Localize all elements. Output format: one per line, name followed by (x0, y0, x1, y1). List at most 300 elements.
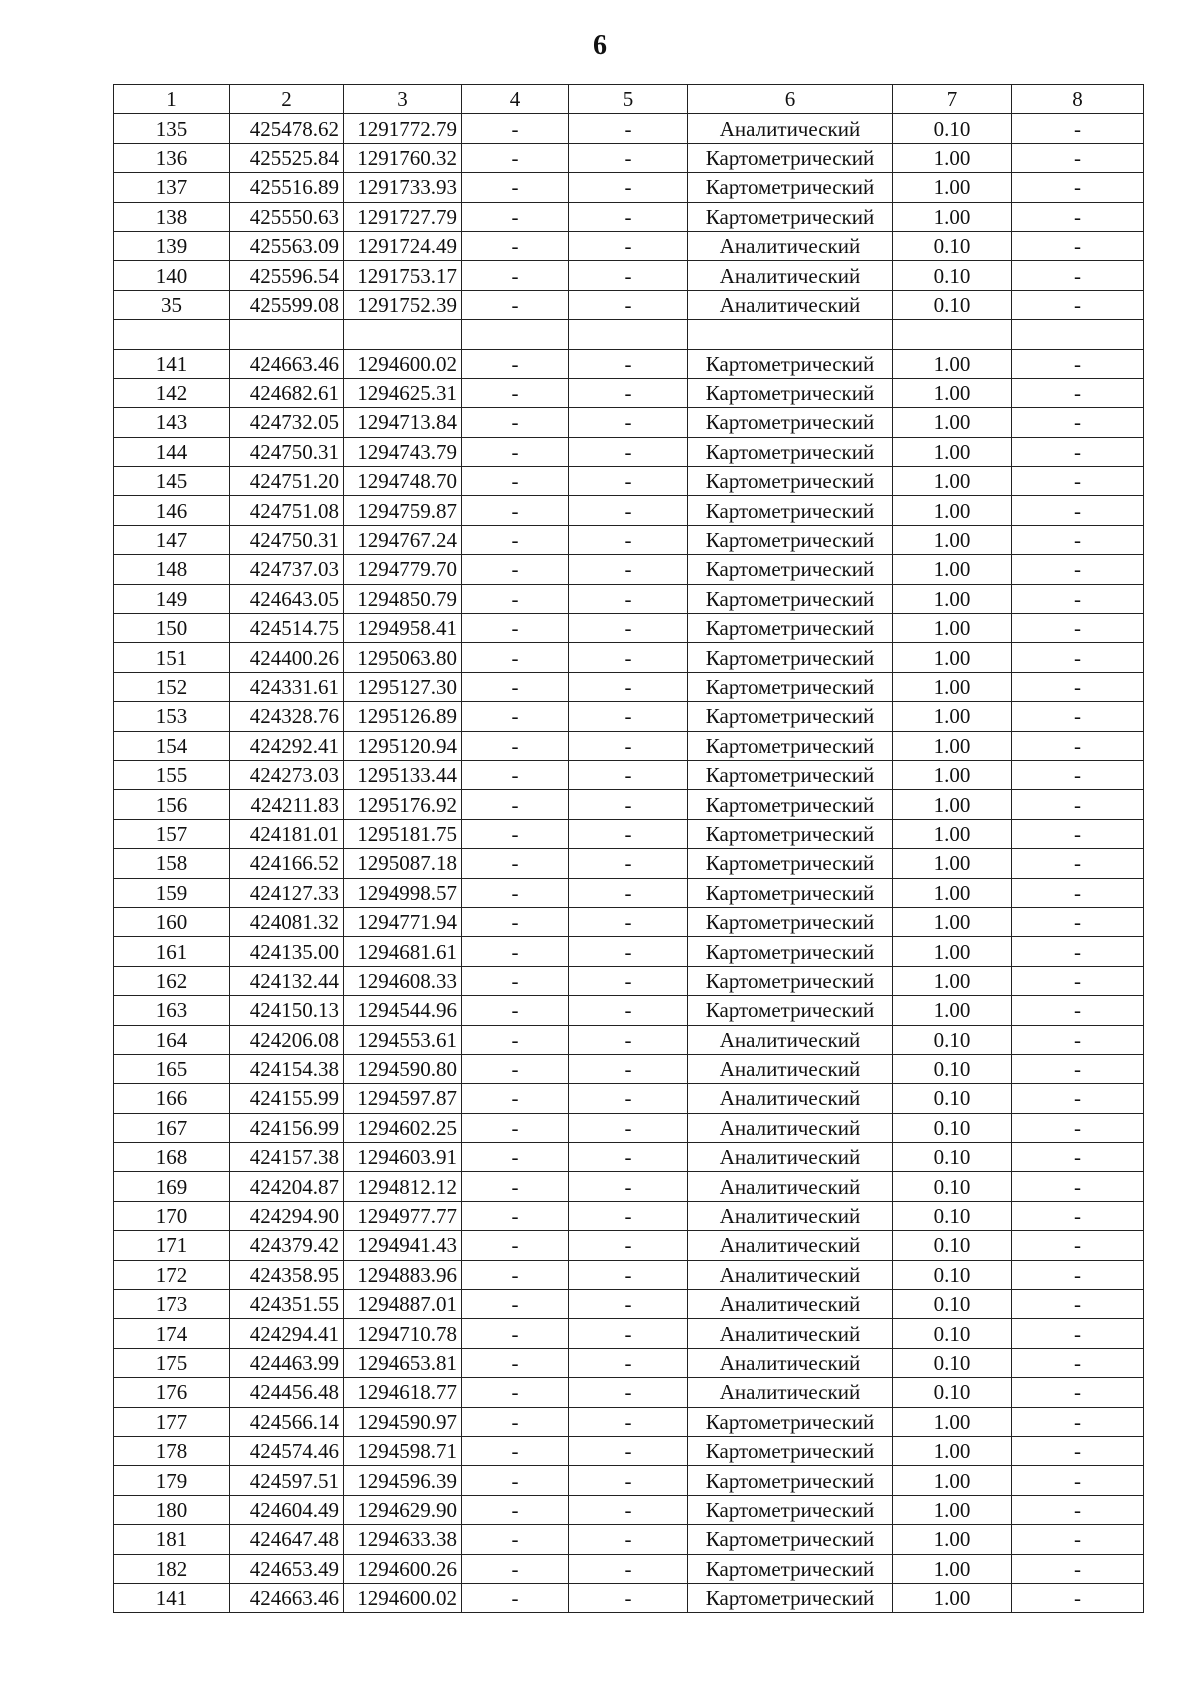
accuracy-cell: 1.00 (893, 1495, 1012, 1524)
table-row (114, 643, 1144, 672)
method-cell: Картометрический (688, 907, 893, 936)
column-4-cell: - (462, 1378, 569, 1407)
column-4-cell: - (462, 290, 569, 319)
column-5-cell: - (569, 966, 688, 995)
method-cell: Аналитический (688, 1260, 893, 1289)
accuracy-cell: 1.00 (893, 408, 1012, 437)
method-cell: Картометрический (688, 760, 893, 789)
column-4-cell: - (462, 1466, 569, 1495)
point-number-cell: 141 (114, 1583, 230, 1612)
column-8-cell: - (1012, 1054, 1144, 1083)
method-cell: Аналитический (688, 1290, 893, 1319)
x-coordinate-cell: 424732.05 (230, 408, 344, 437)
point-number-cell: 139 (114, 231, 230, 260)
table-row (114, 760, 1144, 789)
table-row (114, 584, 1144, 613)
x-coordinate-cell: 424463.99 (230, 1348, 344, 1377)
x-coordinate-cell: 424294.41 (230, 1319, 344, 1348)
y-coordinate-cell: 1294600.02 (344, 1583, 462, 1612)
x-coordinate-cell: 424400.26 (230, 643, 344, 672)
column-header: 3 (344, 85, 462, 114)
column-8-cell: - (1012, 1319, 1144, 1348)
accuracy-cell: 0.10 (893, 1143, 1012, 1172)
column-5-cell: - (569, 467, 688, 496)
table-row (114, 1407, 1144, 1436)
column-4-cell: - (462, 819, 569, 848)
method-cell: Картометрический (688, 966, 893, 995)
method-cell: Картометрический (688, 790, 893, 819)
point-number-cell (114, 320, 230, 349)
method-cell: Картометрический (688, 467, 893, 496)
column-8-cell: - (1012, 1495, 1144, 1524)
column-5-cell: - (569, 437, 688, 466)
x-coordinate-cell: 424292.41 (230, 731, 344, 760)
method-cell: Аналитический (688, 1201, 893, 1230)
table-row (114, 437, 1144, 466)
point-number-cell: 136 (114, 143, 230, 172)
point-number-cell: 138 (114, 202, 230, 231)
column-8-cell: - (1012, 467, 1144, 496)
column-8-cell: - (1012, 143, 1144, 172)
x-coordinate-cell: 425550.63 (230, 202, 344, 231)
y-coordinate-cell: 1294743.79 (344, 437, 462, 466)
accuracy-cell: 0.10 (893, 290, 1012, 319)
point-number-cell: 152 (114, 672, 230, 701)
y-coordinate-cell: 1294977.77 (344, 1201, 462, 1230)
column-5-cell: - (569, 378, 688, 407)
accuracy-cell: 1.00 (893, 1436, 1012, 1465)
column-4-cell: - (462, 1554, 569, 1583)
x-coordinate-cell: 424154.38 (230, 1054, 344, 1083)
column-4-cell: - (462, 1290, 569, 1319)
x-coordinate-cell: 424155.99 (230, 1084, 344, 1113)
method-cell: Аналитический (688, 1319, 893, 1348)
y-coordinate-cell: 1294600.26 (344, 1554, 462, 1583)
table-row (114, 614, 1144, 643)
y-coordinate-cell: 1294812.12 (344, 1172, 462, 1201)
table-header-row (114, 85, 1144, 114)
accuracy-cell: 1.00 (893, 143, 1012, 172)
point-number-cell: 153 (114, 702, 230, 731)
column-5-cell: - (569, 849, 688, 878)
accuracy-cell: 1.00 (893, 1407, 1012, 1436)
column-header: 8 (1012, 85, 1144, 114)
column-4-cell: - (462, 849, 569, 878)
table-row (114, 378, 1144, 407)
method-cell: Картометрический (688, 1554, 893, 1583)
column-8-cell: - (1012, 1348, 1144, 1377)
column-8-cell: - (1012, 1583, 1144, 1612)
column-4-cell: - (462, 1525, 569, 1554)
table-row (114, 672, 1144, 701)
column-5-cell: - (569, 702, 688, 731)
column-5-cell: - (569, 1231, 688, 1260)
table-row (114, 525, 1144, 554)
column-header: 4 (462, 85, 569, 114)
column-5-cell: - (569, 1113, 688, 1142)
table-row (114, 1378, 1144, 1407)
x-coordinate-cell: 424181.01 (230, 819, 344, 848)
column-4-cell: - (462, 1054, 569, 1083)
accuracy-cell: 1.00 (893, 731, 1012, 760)
method-cell: Картометрический (688, 437, 893, 466)
method-cell: Аналитический (688, 1378, 893, 1407)
column-4-cell: - (462, 1172, 569, 1201)
accuracy-cell: 1.00 (893, 1554, 1012, 1583)
y-coordinate-cell: 1291760.32 (344, 143, 462, 172)
column-8-cell: - (1012, 1172, 1144, 1201)
column-8-cell: - (1012, 702, 1144, 731)
point-number-cell: 169 (114, 1172, 230, 1201)
column-4-cell: - (462, 1583, 569, 1612)
x-coordinate-cell: 424157.38 (230, 1143, 344, 1172)
table-row (114, 937, 1144, 966)
point-number-cell: 150 (114, 614, 230, 643)
x-coordinate-cell: 424663.46 (230, 1583, 344, 1612)
point-number-cell: 170 (114, 1201, 230, 1230)
method-cell: Аналитический (688, 1231, 893, 1260)
column-8-cell: - (1012, 349, 1144, 378)
table-row (114, 996, 1144, 1025)
point-number-cell: 163 (114, 996, 230, 1025)
column-8-cell: - (1012, 614, 1144, 643)
table-row (114, 1201, 1144, 1230)
accuracy-cell: 1.00 (893, 555, 1012, 584)
column-5-cell: - (569, 643, 688, 672)
y-coordinate-cell: 1295063.80 (344, 643, 462, 672)
y-coordinate-cell: 1294779.70 (344, 555, 462, 584)
y-coordinate-cell: 1294748.70 (344, 467, 462, 496)
point-number-cell: 143 (114, 408, 230, 437)
method-cell: Картометрический (688, 1407, 893, 1436)
column-8-cell: - (1012, 1436, 1144, 1465)
accuracy-cell: 1.00 (893, 996, 1012, 1025)
column-8-cell: - (1012, 643, 1144, 672)
table-row (114, 878, 1144, 907)
point-number-cell: 142 (114, 378, 230, 407)
point-number-cell: 180 (114, 1495, 230, 1524)
accuracy-cell (893, 320, 1012, 349)
y-coordinate-cell: 1294759.87 (344, 496, 462, 525)
x-coordinate-cell: 424150.13 (230, 996, 344, 1025)
column-4-cell: - (462, 202, 569, 231)
point-number-cell: 140 (114, 261, 230, 290)
column-4-cell: - (462, 643, 569, 672)
point-number-cell: 147 (114, 525, 230, 554)
x-coordinate-cell: 424682.61 (230, 378, 344, 407)
y-coordinate-cell: 1294958.41 (344, 614, 462, 643)
column-5-cell: - (569, 996, 688, 1025)
x-coordinate-cell: 425478.62 (230, 114, 344, 143)
accuracy-cell: 0.10 (893, 1054, 1012, 1083)
column-8-cell: - (1012, 1554, 1144, 1583)
column-8-cell: - (1012, 672, 1144, 701)
table-row (114, 1436, 1144, 1465)
table-row (114, 555, 1144, 584)
x-coordinate-cell: 424331.61 (230, 672, 344, 701)
column-5-cell: - (569, 1084, 688, 1113)
x-coordinate-cell: 425563.09 (230, 231, 344, 260)
column-8-cell: - (1012, 437, 1144, 466)
column-4-cell: - (462, 437, 569, 466)
coordinates-table (113, 84, 1144, 1613)
column-5-cell: - (569, 202, 688, 231)
table-row (114, 202, 1144, 231)
x-coordinate-cell: 424204.87 (230, 1172, 344, 1201)
table-row (114, 731, 1144, 760)
column-8-cell: - (1012, 408, 1144, 437)
column-4-cell: - (462, 555, 569, 584)
table-body (114, 114, 1144, 1613)
y-coordinate-cell: 1294887.01 (344, 1290, 462, 1319)
method-cell: Картометрический (688, 173, 893, 202)
point-number-cell: 175 (114, 1348, 230, 1377)
point-number-cell: 168 (114, 1143, 230, 1172)
method-cell: Картометрический (688, 643, 893, 672)
y-coordinate-cell: 1294590.97 (344, 1407, 462, 1436)
y-coordinate-cell: 1294633.38 (344, 1525, 462, 1554)
column-5-cell: - (569, 760, 688, 789)
x-coordinate-cell (230, 320, 344, 349)
accuracy-cell: 1.00 (893, 349, 1012, 378)
table-row (114, 496, 1144, 525)
accuracy-cell: 0.10 (893, 1319, 1012, 1348)
accuracy-cell: 1.00 (893, 937, 1012, 966)
y-coordinate-cell: 1291724.49 (344, 231, 462, 260)
y-coordinate-cell: 1291752.39 (344, 290, 462, 319)
method-cell: Картометрический (688, 731, 893, 760)
method-cell: Картометрический (688, 614, 893, 643)
column-4-cell: - (462, 1436, 569, 1465)
method-cell: Картометрический (688, 408, 893, 437)
method-cell: Картометрический (688, 349, 893, 378)
x-coordinate-cell: 424750.31 (230, 525, 344, 554)
column-8-cell: - (1012, 1113, 1144, 1142)
x-coordinate-cell: 424574.46 (230, 1436, 344, 1465)
y-coordinate-cell: 1295181.75 (344, 819, 462, 848)
x-coordinate-cell: 424132.44 (230, 966, 344, 995)
column-5-cell: - (569, 1054, 688, 1083)
y-coordinate-cell: 1294603.91 (344, 1143, 462, 1172)
accuracy-cell: 1.00 (893, 819, 1012, 848)
column-8-cell: - (1012, 1466, 1144, 1495)
x-coordinate-cell: 425516.89 (230, 173, 344, 202)
method-cell: Аналитический (688, 1025, 893, 1054)
table-row (114, 1554, 1144, 1583)
column-4-cell: - (462, 1025, 569, 1054)
column-5-cell: - (569, 614, 688, 643)
y-coordinate-cell: 1291733.93 (344, 173, 462, 202)
column-5-cell: - (569, 1201, 688, 1230)
accuracy-cell: 0.10 (893, 1378, 1012, 1407)
method-cell: Аналитический (688, 1143, 893, 1172)
accuracy-cell: 0.10 (893, 1172, 1012, 1201)
point-number-cell: 171 (114, 1231, 230, 1260)
column-8-cell: - (1012, 790, 1144, 819)
method-cell: Аналитический (688, 114, 893, 143)
point-number-cell: 172 (114, 1260, 230, 1289)
accuracy-cell: 1.00 (893, 760, 1012, 789)
column-4-cell: - (462, 496, 569, 525)
column-4-cell: - (462, 702, 569, 731)
page-number: 6 (593, 30, 607, 61)
y-coordinate-cell: 1294629.90 (344, 1495, 462, 1524)
point-number-cell: 167 (114, 1113, 230, 1142)
column-5-cell: - (569, 1260, 688, 1289)
column-4-cell: - (462, 1201, 569, 1230)
y-coordinate-cell: 1294602.25 (344, 1113, 462, 1142)
column-8-cell: - (1012, 1231, 1144, 1260)
column-5-cell: - (569, 1143, 688, 1172)
column-4-cell: - (462, 114, 569, 143)
x-coordinate-cell: 424328.76 (230, 702, 344, 731)
table-row (114, 819, 1144, 848)
table-row (114, 143, 1144, 172)
method-cell: Аналитический (688, 1113, 893, 1142)
column-4-cell: - (462, 1231, 569, 1260)
column-4-cell: - (462, 672, 569, 701)
column-header: 1 (114, 85, 230, 114)
point-number-cell: 176 (114, 1378, 230, 1407)
y-coordinate-cell: 1294710.78 (344, 1319, 462, 1348)
table-row (114, 966, 1144, 995)
column-4-cell: - (462, 614, 569, 643)
y-coordinate-cell: 1294600.02 (344, 349, 462, 378)
column-5-cell: - (569, 114, 688, 143)
table-row (114, 1495, 1144, 1524)
y-coordinate-cell: 1294618.77 (344, 1378, 462, 1407)
method-cell: Картометрический (688, 378, 893, 407)
point-number-cell: 162 (114, 966, 230, 995)
table-row (114, 1172, 1144, 1201)
y-coordinate-cell: 1294598.71 (344, 1436, 462, 1465)
column-8-cell: - (1012, 1378, 1144, 1407)
column-8-cell: - (1012, 584, 1144, 613)
column-4-cell: - (462, 878, 569, 907)
y-coordinate-cell: 1294597.87 (344, 1084, 462, 1113)
table-row (114, 349, 1144, 378)
accuracy-cell: 0.10 (893, 1348, 1012, 1377)
x-coordinate-cell: 424514.75 (230, 614, 344, 643)
accuracy-cell: 1.00 (893, 1583, 1012, 1612)
column-4-cell: - (462, 467, 569, 496)
column-5-cell: - (569, 261, 688, 290)
method-cell: Аналитический (688, 1348, 893, 1377)
y-coordinate-cell: 1294771.94 (344, 907, 462, 936)
point-number-cell: 151 (114, 643, 230, 672)
column-4-cell: - (462, 1495, 569, 1524)
x-coordinate-cell: 424566.14 (230, 1407, 344, 1436)
column-4-cell: - (462, 1407, 569, 1436)
column-5-cell: - (569, 790, 688, 819)
table-row (114, 114, 1144, 143)
x-coordinate-cell: 424156.99 (230, 1113, 344, 1142)
point-number-cell: 177 (114, 1407, 230, 1436)
column-5-cell (569, 320, 688, 349)
point-number-cell: 161 (114, 937, 230, 966)
x-coordinate-cell: 425525.84 (230, 143, 344, 172)
table-row (114, 907, 1144, 936)
column-4-cell: - (462, 408, 569, 437)
column-4-cell: - (462, 231, 569, 260)
y-coordinate-cell: 1294850.79 (344, 584, 462, 613)
accuracy-cell: 0.10 (893, 114, 1012, 143)
method-cell: Аналитический (688, 290, 893, 319)
accuracy-cell: 0.10 (893, 1025, 1012, 1054)
x-coordinate-cell: 424647.48 (230, 1525, 344, 1554)
column-4-cell: - (462, 1084, 569, 1113)
column-8-cell: - (1012, 173, 1144, 202)
column-8-cell: - (1012, 378, 1144, 407)
point-number-cell: 156 (114, 790, 230, 819)
table-row (114, 1260, 1144, 1289)
point-number-cell: 182 (114, 1554, 230, 1583)
table-row (114, 173, 1144, 202)
method-cell: Картометрический (688, 1436, 893, 1465)
x-coordinate-cell: 424294.90 (230, 1201, 344, 1230)
method-cell: Картометрический (688, 672, 893, 701)
column-5-cell: - (569, 1583, 688, 1612)
x-coordinate-cell: 424751.20 (230, 467, 344, 496)
x-coordinate-cell: 424604.49 (230, 1495, 344, 1524)
accuracy-cell: 1.00 (893, 525, 1012, 554)
column-5-cell: - (569, 1290, 688, 1319)
accuracy-cell: 0.10 (893, 1084, 1012, 1113)
x-coordinate-cell: 424211.83 (230, 790, 344, 819)
accuracy-cell: 0.10 (893, 261, 1012, 290)
y-coordinate-cell: 1294998.57 (344, 878, 462, 907)
method-cell: Картометрический (688, 143, 893, 172)
point-number-cell: 159 (114, 878, 230, 907)
column-5-cell: - (569, 555, 688, 584)
x-coordinate-cell: 425599.08 (230, 290, 344, 319)
accuracy-cell: 0.10 (893, 231, 1012, 260)
column-8-cell: - (1012, 202, 1144, 231)
column-5-cell: - (569, 937, 688, 966)
column-5-cell: - (569, 173, 688, 202)
column-4-cell: - (462, 966, 569, 995)
column-header: 7 (893, 85, 1012, 114)
point-number-cell: 137 (114, 173, 230, 202)
method-cell: Картометрический (688, 202, 893, 231)
y-coordinate-cell: 1294553.61 (344, 1025, 462, 1054)
table-row (114, 1466, 1144, 1495)
column-5-cell: - (569, 525, 688, 554)
table-row (114, 849, 1144, 878)
column-5-cell: - (569, 1525, 688, 1554)
y-coordinate-cell (344, 320, 462, 349)
y-coordinate-cell: 1294653.81 (344, 1348, 462, 1377)
column-8-cell: - (1012, 1260, 1144, 1289)
accuracy-cell: 1.00 (893, 878, 1012, 907)
point-number-cell: 149 (114, 584, 230, 613)
column-5-cell: - (569, 143, 688, 172)
column-8-cell: - (1012, 1025, 1144, 1054)
point-number-cell: 135 (114, 114, 230, 143)
y-coordinate-cell: 1295120.94 (344, 731, 462, 760)
column-8-cell: - (1012, 878, 1144, 907)
table-row (114, 1583, 1144, 1612)
x-coordinate-cell: 424750.31 (230, 437, 344, 466)
y-coordinate-cell: 1295176.92 (344, 790, 462, 819)
column-4-cell: - (462, 1113, 569, 1142)
column-8-cell: - (1012, 114, 1144, 143)
x-coordinate-cell: 424751.08 (230, 496, 344, 525)
method-cell: Картометрический (688, 878, 893, 907)
accuracy-cell: 1.00 (893, 1525, 1012, 1554)
y-coordinate-cell: 1294608.33 (344, 966, 462, 995)
column-4-cell: - (462, 1143, 569, 1172)
